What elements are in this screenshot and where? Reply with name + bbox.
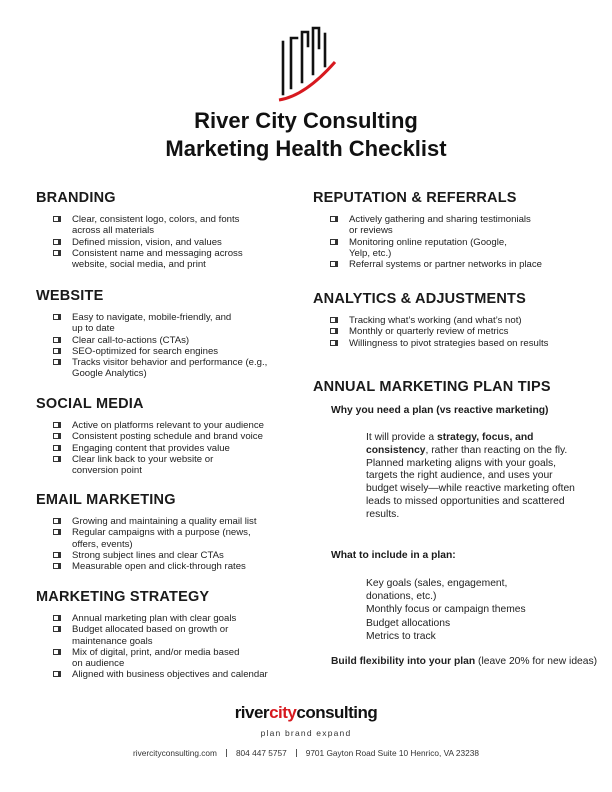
checkbox-icon — [330, 340, 336, 346]
why-rest: , rather than reacting on the fly. Planned marketing aligns with your goals, targets the right audience, and uses your budget wisely—while reactive marketing often leads to missed opportunities and scattered results. — [366, 444, 575, 520]
checklist-item-text: Clear link back to your website or — [72, 453, 214, 465]
checklist-item-text: Measurable open and click-through rates — [72, 561, 246, 573]
page-title-line2: Marketing Health Checklist — [165, 136, 447, 161]
why-bold: strategy, focus, and consistency — [366, 432, 534, 456]
checklist-item — [52, 613, 312, 624]
checkbox-icon — [330, 261, 336, 267]
checklist-item — [329, 338, 599, 349]
footer-website[interactable]: rivercityconsulting.com — [133, 748, 217, 758]
checklist-item — [52, 214, 302, 237]
branding-list — [52, 214, 302, 270]
email-heading: EMAIL MARKETING — [36, 492, 176, 508]
checklist-item — [52, 357, 302, 380]
checkbox-icon — [53, 348, 59, 354]
checklist-item — [52, 516, 302, 527]
social-heading: SOCIAL MEDIA — [36, 396, 144, 412]
checkbox-icon — [53, 529, 59, 535]
checklist-item-text: Referral systems or partner networks in place — [349, 259, 543, 271]
plan-item-text: Metrics to track — [366, 630, 436, 642]
checklist-item — [52, 454, 302, 477]
checklist-item-text: Tracks visitor behavior and performance (e.g., — [72, 357, 268, 369]
checkbox-icon — [53, 552, 59, 558]
checkbox-icon — [53, 250, 59, 256]
checklist-item — [52, 248, 302, 271]
checklist-item — [52, 237, 302, 248]
brand-city: city — [269, 703, 297, 722]
flex-rest: (leave 20% for new ideas) — [475, 656, 598, 667]
checklist-item-text: Willingness to pivot strategies based on results — [349, 337, 549, 349]
checkbox-icon — [330, 216, 336, 222]
checklist-item-text: Consistent name and messaging across — [72, 247, 243, 259]
what-include-heading: What to include in a plan: — [331, 550, 456, 561]
checkbox-icon — [330, 328, 336, 334]
flexibility-note — [331, 656, 601, 669]
flex-bold: Build flexibility into your plan — [331, 656, 476, 667]
checklist-item-text: Consistent posting schedule and brand voice — [72, 431, 263, 443]
checklist-item-text: Yelp, etc.) — [349, 247, 392, 259]
checkbox-icon — [53, 337, 59, 343]
checklist-item — [329, 237, 591, 260]
footer-divider — [296, 749, 297, 757]
checkbox-icon — [53, 649, 59, 655]
plan-item-text: Monthly focus or campaign themes — [366, 604, 526, 616]
checkbox-icon — [53, 359, 59, 365]
checkbox-icon — [53, 445, 59, 451]
checklist-item — [52, 647, 312, 670]
social-list — [52, 420, 302, 476]
page-title-line1: River City Consulting — [194, 108, 418, 133]
checkbox-icon — [53, 216, 59, 222]
checkbox-icon — [53, 615, 59, 621]
reputation-list — [329, 214, 591, 270]
checkbox-icon — [330, 239, 336, 245]
checklist-item — [52, 443, 302, 454]
checkbox-icon — [53, 671, 59, 677]
checklist-item-text: conversion point — [72, 465, 142, 477]
checkbox-icon — [53, 239, 59, 245]
checklist-item — [52, 312, 302, 335]
checklist-item-text: Regular campaigns with a purpose (news, — [72, 527, 251, 539]
checklist-item-text: Google Analytics) — [72, 368, 147, 380]
checkbox-icon — [53, 314, 59, 320]
checklist-item-text: Strong subject lines and clear CTAs — [72, 549, 224, 561]
checklist-item — [52, 561, 302, 572]
checklist-item-text: Actively gathering and sharing testimonials — [349, 214, 531, 225]
why-plan-heading: Why you need a plan (vs reactive marketing) — [331, 405, 549, 416]
analytics-heading: ANALYTICS & ADJUSTMENTS — [313, 291, 526, 307]
checklist-item-text: up to date — [72, 323, 115, 335]
checklist-item-text: Monthly or quarterly review of metrics — [349, 326, 509, 338]
checklist-item-text: Clear call-to-actions (CTAs) — [72, 334, 190, 346]
checkbox-icon — [53, 433, 59, 439]
footer-divider — [226, 749, 227, 757]
checklist-item-text: maintenance goals — [72, 635, 153, 647]
checklist-item — [52, 431, 302, 442]
checklist-item-text: SEO-optimized for search engines — [72, 345, 219, 357]
why-intro: It will provide a — [366, 432, 437, 443]
website-list — [52, 312, 302, 380]
footer-tagline: plan brand expand — [260, 728, 352, 738]
checkbox-icon — [53, 518, 59, 524]
email-list — [52, 516, 302, 572]
checklist-item-text: Tracking what’s working (and what’s not) — [349, 315, 522, 326]
tips-heading: ANNUAL MARKETING PLAN TIPS — [313, 379, 551, 395]
checklist-item-text: Aligned with business objectives and calendar — [72, 669, 268, 681]
brand-river: river — [234, 703, 270, 722]
checklist-item — [52, 335, 302, 346]
checklist-item-text: Active on platforms relevant to your audience — [72, 420, 264, 431]
footer-phone: 804 447 5757 — [235, 748, 287, 758]
checklist-item-text: Engaging content that provides value — [72, 442, 230, 454]
checklist-item-text: offers, events) — [72, 538, 133, 550]
checklist-item-text: Easy to navigate, mobile-friendly, and — [72, 312, 232, 323]
checklist-item — [329, 326, 599, 337]
reputation-heading: REPUTATION & REFERRALS — [313, 190, 517, 206]
checkbox-icon — [53, 626, 59, 632]
checklist-item — [329, 315, 599, 326]
checklist-item-text: or reviews — [349, 225, 393, 237]
footer-contact — [0, 748, 612, 758]
checkbox-icon — [53, 563, 59, 569]
footer-brand-logo — [0, 703, 612, 723]
website-heading: WEBSITE — [36, 288, 104, 304]
logo-mark-icon — [275, 26, 339, 102]
checkbox-icon — [53, 422, 59, 428]
checklist-item-text: Clear, consistent logo, colors, and fonts — [72, 214, 240, 225]
plan-item-text: Key goals (sales, engagement, — [366, 578, 508, 589]
checklist-item-text: Budget allocated based on growth or — [72, 624, 229, 636]
checklist-item — [52, 527, 302, 550]
analytics-list — [329, 315, 599, 349]
checklist-item — [52, 550, 302, 561]
checklist-item — [329, 259, 591, 270]
checklist-item-text: across all materials — [72, 225, 155, 237]
checklist-item — [52, 669, 312, 680]
checkbox-icon — [53, 456, 59, 462]
footer-address: 9701 Gayton Road Suite 10 Henrico, VA 23238 — [305, 748, 479, 758]
checklist-item-text: Annual marketing plan with clear goals — [72, 613, 237, 624]
plan-item-text: donations, etc.) — [366, 591, 437, 603]
checklist-item-text: Defined mission, vision, and values — [72, 236, 222, 248]
checklist-item — [52, 624, 312, 647]
what-include-list — [366, 577, 582, 643]
strategy-list — [52, 613, 312, 681]
checklist-item-text: on audience — [72, 658, 125, 670]
checklist-item-text: Monitoring online reputation (Google, — [349, 236, 507, 248]
brand-consulting: consulting — [296, 703, 378, 722]
plan-item-text: Budget allocations — [366, 617, 451, 629]
checklist-item — [329, 214, 591, 237]
checklist-item-text: Mix of digital, print, and/or media based — [72, 646, 240, 658]
branding-heading: BRANDING — [36, 190, 116, 206]
why-plan-paragraph — [366, 432, 582, 522]
checklist-item — [52, 420, 302, 431]
strategy-heading: MARKETING STRATEGY — [36, 589, 210, 605]
checklist-item — [52, 346, 302, 357]
checklist-item-text: Growing and maintaining a quality email list — [72, 516, 257, 527]
checkbox-icon — [330, 317, 336, 323]
checklist-item-text: website, social media, and print — [72, 259, 206, 271]
